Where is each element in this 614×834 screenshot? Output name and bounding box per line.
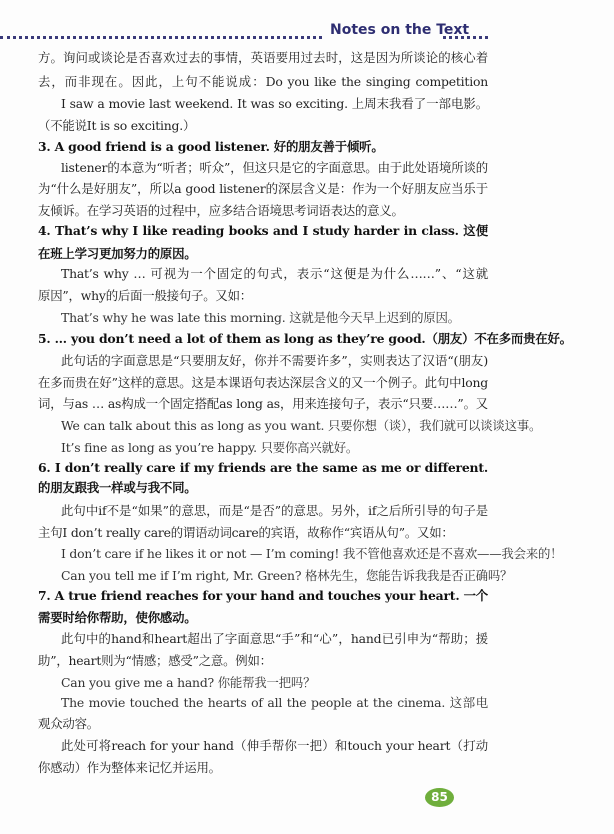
text-line: listener的本意为“听者；听众”，但这只是它的字面意思。由于此处语境所谈的 [61, 160, 488, 175]
text-line: 词，与as … as构成一个固定搭配as long as，用来连接句子，表示“只要……”。又 [38, 396, 488, 411]
text-line: 去，而非现在。因此，上句不能说成：Do you like the singing competition [38, 74, 488, 89]
note-heading-line: 在班上学习更加努力的原因。 [38, 246, 197, 261]
text-line: 助”，heart则为“情感；感受”之意。例如： [38, 653, 272, 668]
note-heading-line: 需要时给你帮助，使你感动。 [38, 610, 197, 625]
example-sentence-line: Can you give me a hand? 你能帮我一把吗？ [61, 675, 316, 690]
example-sentence-line: The movie touched the hearts of all the people at the cinema. 这部电 [61, 695, 488, 710]
section-header-title: Notes on the Text [330, 22, 470, 38]
example-sentence-line: I don’t care if he likes it or not — I’m coming! 我不管他喜欢还是不喜欢——我会来的！ [61, 546, 563, 561]
text-line: 此句话的字面意思是“只要朋友好，你并不需要许多”，实则表达了汉语“(朋友) [61, 353, 488, 368]
text-line: 方。询问或谈论是否喜欢过去的事情，英语要用过去时，这是因为所谈论的核心着 [38, 50, 488, 65]
note-heading-line: 4. That’s why I like reading books and I study harder in class. 这便 [38, 223, 488, 238]
text-line: 此句中if不是“如果”的意思，而是“是否”的意思。另外，if之后所引导的句子是 [61, 503, 488, 518]
example-sentence-line: It’s fine as long as you’re happy. 只要你高兴就好。 [61, 440, 359, 455]
text-line: 为“什么是好朋友”，所以a good listener的深层含义是：作为一个好朋友应当乐于 [38, 181, 488, 196]
note-heading-line: 5. … you don’t need a lot of them as long as they’re good.（朋友）不在多而贵在好。 [38, 331, 572, 346]
example-sentence-line: We can talk about this as long as you want. 只要你想（谈），我们就可以谈谈这事。 [61, 418, 542, 433]
text-line: 原因”，why的后面一般接句子。又如： [38, 288, 252, 303]
header-dotted-rule-left [0, 26, 322, 39]
example-sentence-line: That’s why he was late this morning. 这就是他今天早上迟到的原因。 [61, 310, 460, 325]
text-line: 在多而贵在好”这样的意思。这是本课语句表达深层含义的又一个例子。此句中long [38, 375, 488, 390]
header-dotted-rule-right [443, 26, 488, 39]
text-line: That’s why … 可视为一个固定的句式，表示“这便是为什么……”、“这就 [61, 266, 488, 281]
text-line: 主句I don’t really care的谓语动词care的宾语，故称作“宾语从句”。又如： [38, 525, 454, 540]
text-line: 此句中的hand和heart超出了字面意思“手”和“心”，hand已引申为“帮助；援 [61, 631, 488, 646]
text-line: I saw a movie last weekend. It was so exciting. 上周末我看了一部电影。 [61, 96, 488, 111]
text-line: 你感动）作为整体来记忆并运用。 [38, 760, 221, 775]
text-line: 此处可将reach for your hand（伸手帮你一把）和touch your heart（打动 [61, 738, 488, 753]
note-heading-line: 3. A good friend is a good listener. 好的朋友善于倾听。 [38, 139, 384, 154]
note-heading-line: 7. A true friend reaches for your hand and touches your heart. 一个 [38, 588, 488, 603]
text-line: 友倾诉。在学习英语的过程中，应多结合语境思考词语表达的意义。 [38, 203, 404, 218]
note-heading-line: 6. I don’t really care if my friends are the same as me or different. [38, 460, 488, 475]
note-heading-line: 的朋友跟我一样或与我不同。 [38, 480, 197, 495]
text-line: （不能说It is so exciting.） [38, 118, 196, 133]
text-line: 观众动容。 [38, 716, 99, 731]
example-sentence-line: Can you tell me if I’m right, Mr. Green? 格林先生，您能告诉我我是否正确吗？ [61, 568, 513, 583]
page-number-badge: 85 [425, 788, 454, 807]
